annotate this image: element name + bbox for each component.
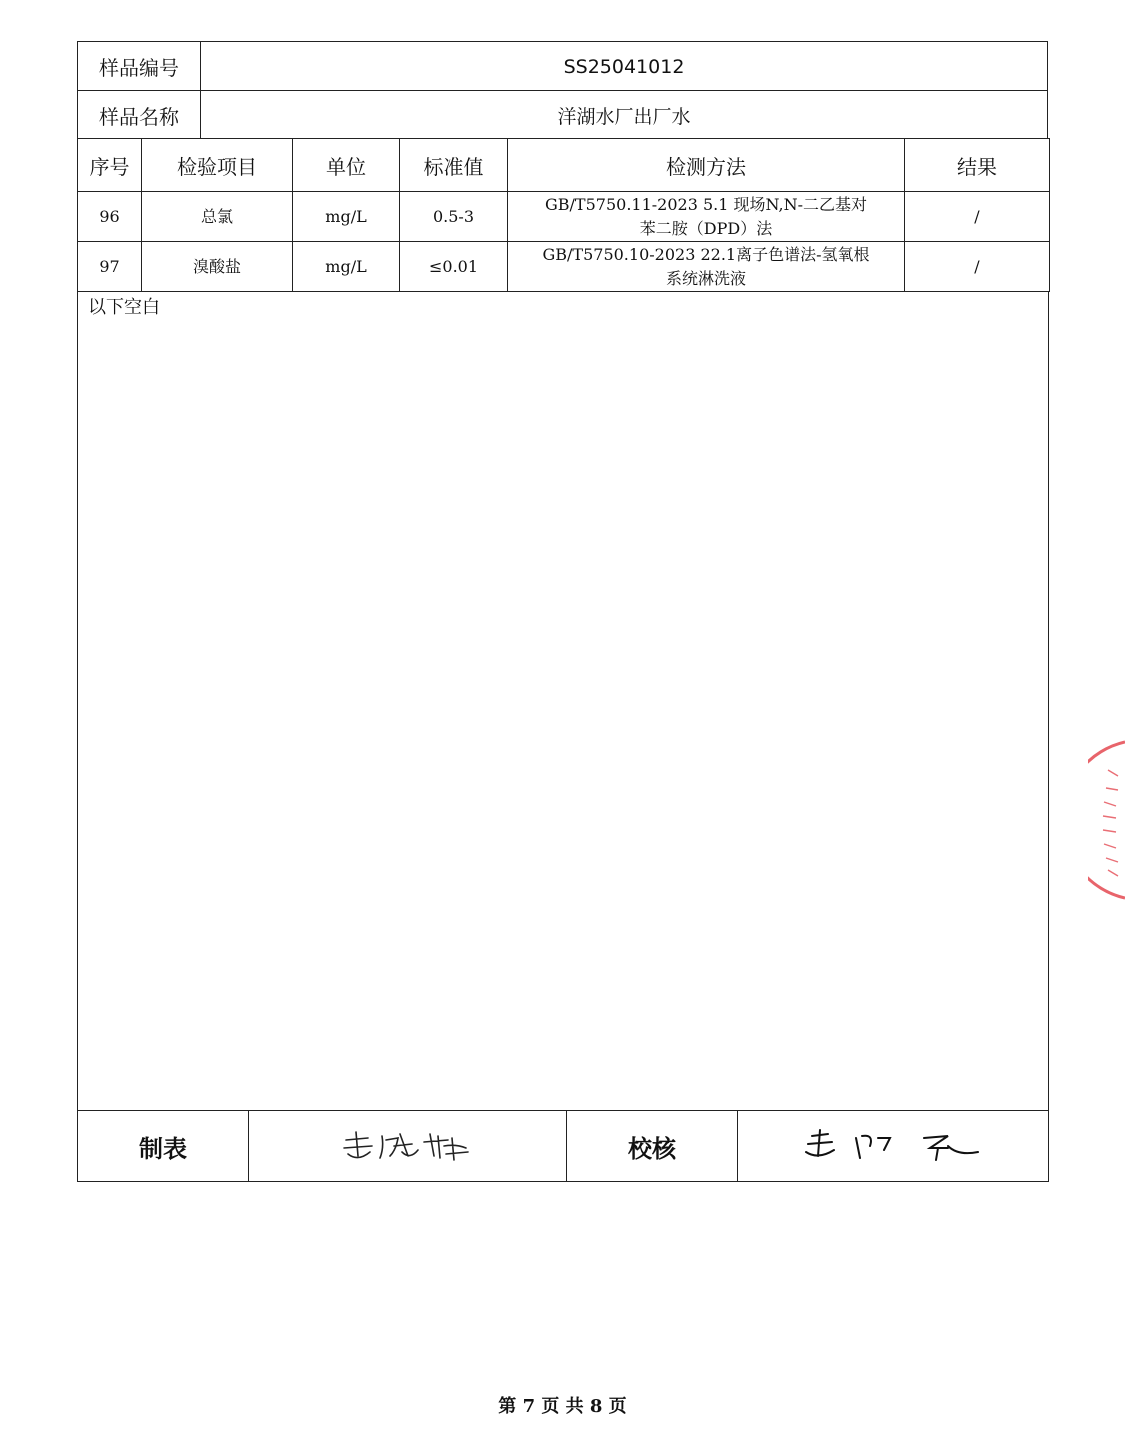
blank-area	[77, 291, 1049, 1111]
row-item: 溴酸盐	[142, 242, 293, 292]
col-header-result: 结果	[905, 139, 1050, 192]
sample-id-row	[77, 41, 1048, 91]
sample-id-value: SS25041012	[563, 55, 685, 78]
col-header-method: 检测方法	[508, 139, 905, 192]
sample-id-label: 样品编号	[78, 42, 201, 91]
method-line: 苯二胺（DPD）法	[639, 218, 773, 238]
test-items-table	[77, 138, 1050, 292]
page-footer: 第 7 页 共 8 页	[498, 1396, 627, 1417]
row-item: 总氯	[142, 192, 293, 242]
row-no: 96	[78, 192, 142, 242]
table-header-row	[78, 139, 1050, 192]
signature-row	[77, 1110, 1049, 1182]
col-header-no: 序号	[78, 139, 142, 192]
sample-name-row	[77, 90, 1048, 139]
table-row	[78, 242, 1050, 292]
method-line: GB/T5750.11-2023 5.1 现场N,N-二乙基对	[545, 194, 867, 214]
row-no: 97	[78, 242, 142, 292]
prepared-by-label: 制表	[139, 1134, 187, 1163]
row-result: /	[905, 192, 1050, 242]
row-method	[508, 192, 905, 242]
checked-signature	[738, 1111, 1048, 1181]
handwritten-signature-icon	[798, 1126, 988, 1166]
col-header-item: 检验项目	[142, 139, 293, 192]
official-seal-icon	[1088, 740, 1125, 900]
sample-name-value: 洋湖水厂出厂水	[557, 105, 691, 128]
col-header-standard: 标准值	[400, 139, 508, 192]
row-standard: 0.5-3	[400, 192, 508, 242]
sample-name-label: 样品名称	[78, 91, 201, 139]
row-result: /	[905, 242, 1050, 292]
checked-by-label: 校核	[628, 1134, 676, 1163]
row-unit: mg/L	[293, 242, 400, 292]
blank-note: 以下空白	[88, 297, 160, 318]
method-line: 系统淋洗液	[665, 268, 746, 288]
row-standard: ≤0.01	[400, 242, 508, 292]
col-header-unit: 单位	[293, 139, 400, 192]
table-row	[78, 192, 1050, 242]
handwritten-signature-icon	[338, 1126, 478, 1166]
method-line: GB/T5750.10-2023 22.1离子色谱法-氢氧根	[542, 244, 870, 264]
prepared-signature	[249, 1111, 567, 1181]
row-unit: mg/L	[293, 192, 400, 242]
row-method	[508, 242, 905, 292]
